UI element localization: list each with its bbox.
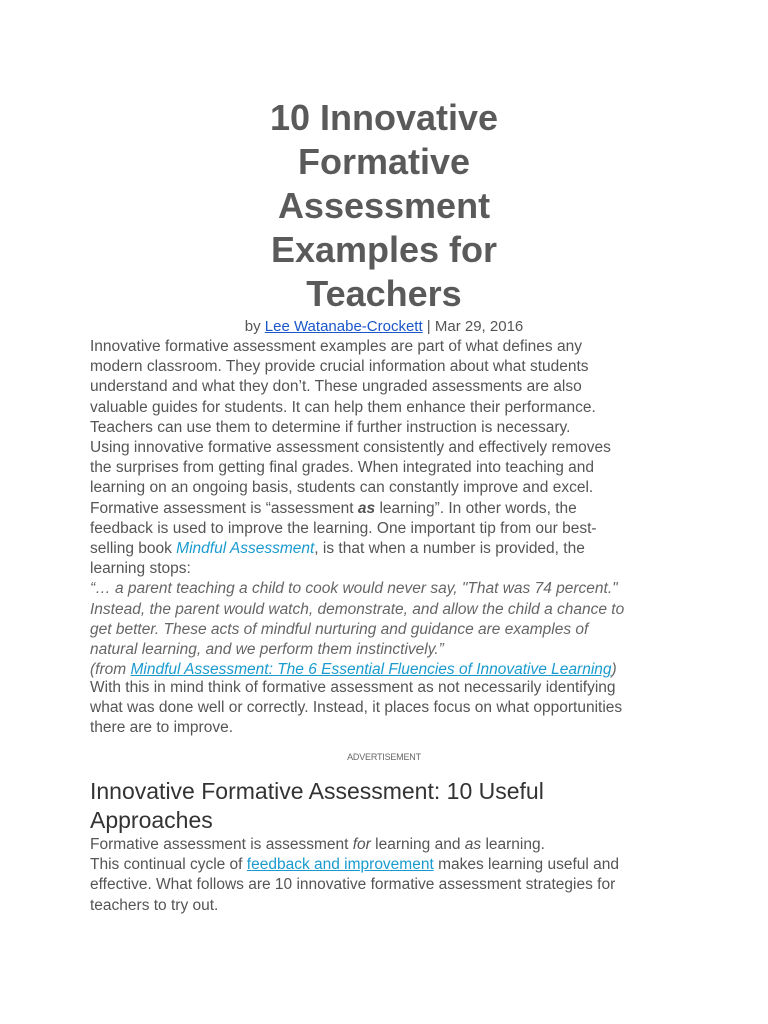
text-run: (from	[90, 661, 131, 679]
intro-line: modern classroom. They provide crucial information about what students	[90, 358, 589, 376]
text-run: learning and	[370, 836, 465, 853]
book-link-mindful-assessment[interactable]: Mindful Assessment	[176, 540, 315, 558]
text-run: Formative assessment is assessment	[90, 836, 353, 853]
mind-line: there are to improve.	[90, 719, 234, 737]
emphasis-as: as	[464, 836, 482, 853]
section-line: teachers to try out.	[90, 896, 219, 914]
text-run: makes learning useful and	[433, 856, 620, 874]
definition-line: learning stops:	[90, 560, 191, 578]
text-run: learning.	[481, 836, 545, 853]
intro-line: Teachers can use them to determine if further instruction is necessary.	[90, 418, 571, 436]
mind-paragraph	[90, 678, 690, 739]
advertisement-label: ADVERTISEMENT	[347, 752, 421, 762]
heading-line: Innovative Formative Assessment: 10 Useful	[90, 778, 544, 804]
section-line	[90, 835, 690, 855]
intro-line: the surprises from getting final grades. When integrated into teaching and	[90, 459, 595, 477]
mind-line: With this in mind think of formative assessment as not necessarily identifying	[90, 679, 616, 696]
publish-date: Mar 29, 2016	[434, 318, 524, 335]
intro-line: understand and what they don’t. These ungraded assessments are also	[90, 378, 582, 396]
text-run: Formative assessment is “assessment	[90, 499, 358, 517]
author-link[interactable]: Lee Watanabe-Crockett	[264, 318, 423, 335]
text-run: )	[611, 661, 617, 679]
intro-line: Innovative formative assessment examples are part of what defines any	[90, 338, 582, 355]
quote-line: “… a parent teaching a child to cook would never say, "That was 74 percent."	[90, 580, 618, 598]
emphasis-for: for	[352, 836, 371, 853]
feedback-improvement-link[interactable]: feedback and improvement	[246, 856, 434, 874]
text-run: This continual cycle of	[90, 856, 247, 874]
intro-line: learning on an ongoing basis, students can constantly improve and excel.	[90, 479, 594, 497]
title-line: Teachers	[306, 273, 462, 314]
byline	[90, 317, 678, 337]
mind-line: what was done well or correctly. Instead, it places focus on what opportunities	[90, 699, 623, 717]
section-heading	[90, 777, 650, 835]
byline-prefix: by	[244, 318, 265, 335]
title-line: Examples for	[270, 229, 498, 270]
quote-line: natural learning, and we perform them instinctively.”	[90, 641, 444, 659]
intro-section	[90, 337, 690, 680]
section-line: effective. What follows are 10 innovative formative assessment strategies for	[90, 876, 616, 894]
intro-line: valuable guides for students. It can help them enhance their performance.	[90, 398, 596, 416]
quote-line: Instead, the parent would watch, demonstrate, and allow the child a chance to	[90, 600, 625, 618]
section-line	[90, 855, 690, 875]
intro-line: Using innovative formative assessment consistently and effectively removes	[90, 439, 611, 457]
title-line: Formative	[297, 141, 471, 182]
byline-separator: |	[422, 318, 435, 335]
definition-line	[90, 499, 690, 519]
quote-line: get better. These acts of mindful nurturing and guidance are examples of	[90, 620, 589, 638]
article-title	[234, 96, 534, 316]
definition-line	[90, 539, 690, 559]
heading-line: Approaches	[90, 807, 213, 833]
book-source-link[interactable]: Mindful Assessment: The 6 Essential Fluencies of Innovative Learning	[130, 661, 612, 679]
section-body	[90, 835, 690, 916]
text-run: learning”. In other words, the	[375, 499, 577, 517]
text-run: selling book	[90, 540, 177, 558]
title-line: Assessment	[277, 185, 491, 226]
title-line: 10 Innovative	[269, 97, 499, 138]
emphasis-as: as	[357, 499, 376, 517]
definition-line: feedback is used to improve the learning. One important tip from our best-	[90, 519, 597, 537]
text-run: , is that when a number is provided, the	[314, 540, 585, 558]
